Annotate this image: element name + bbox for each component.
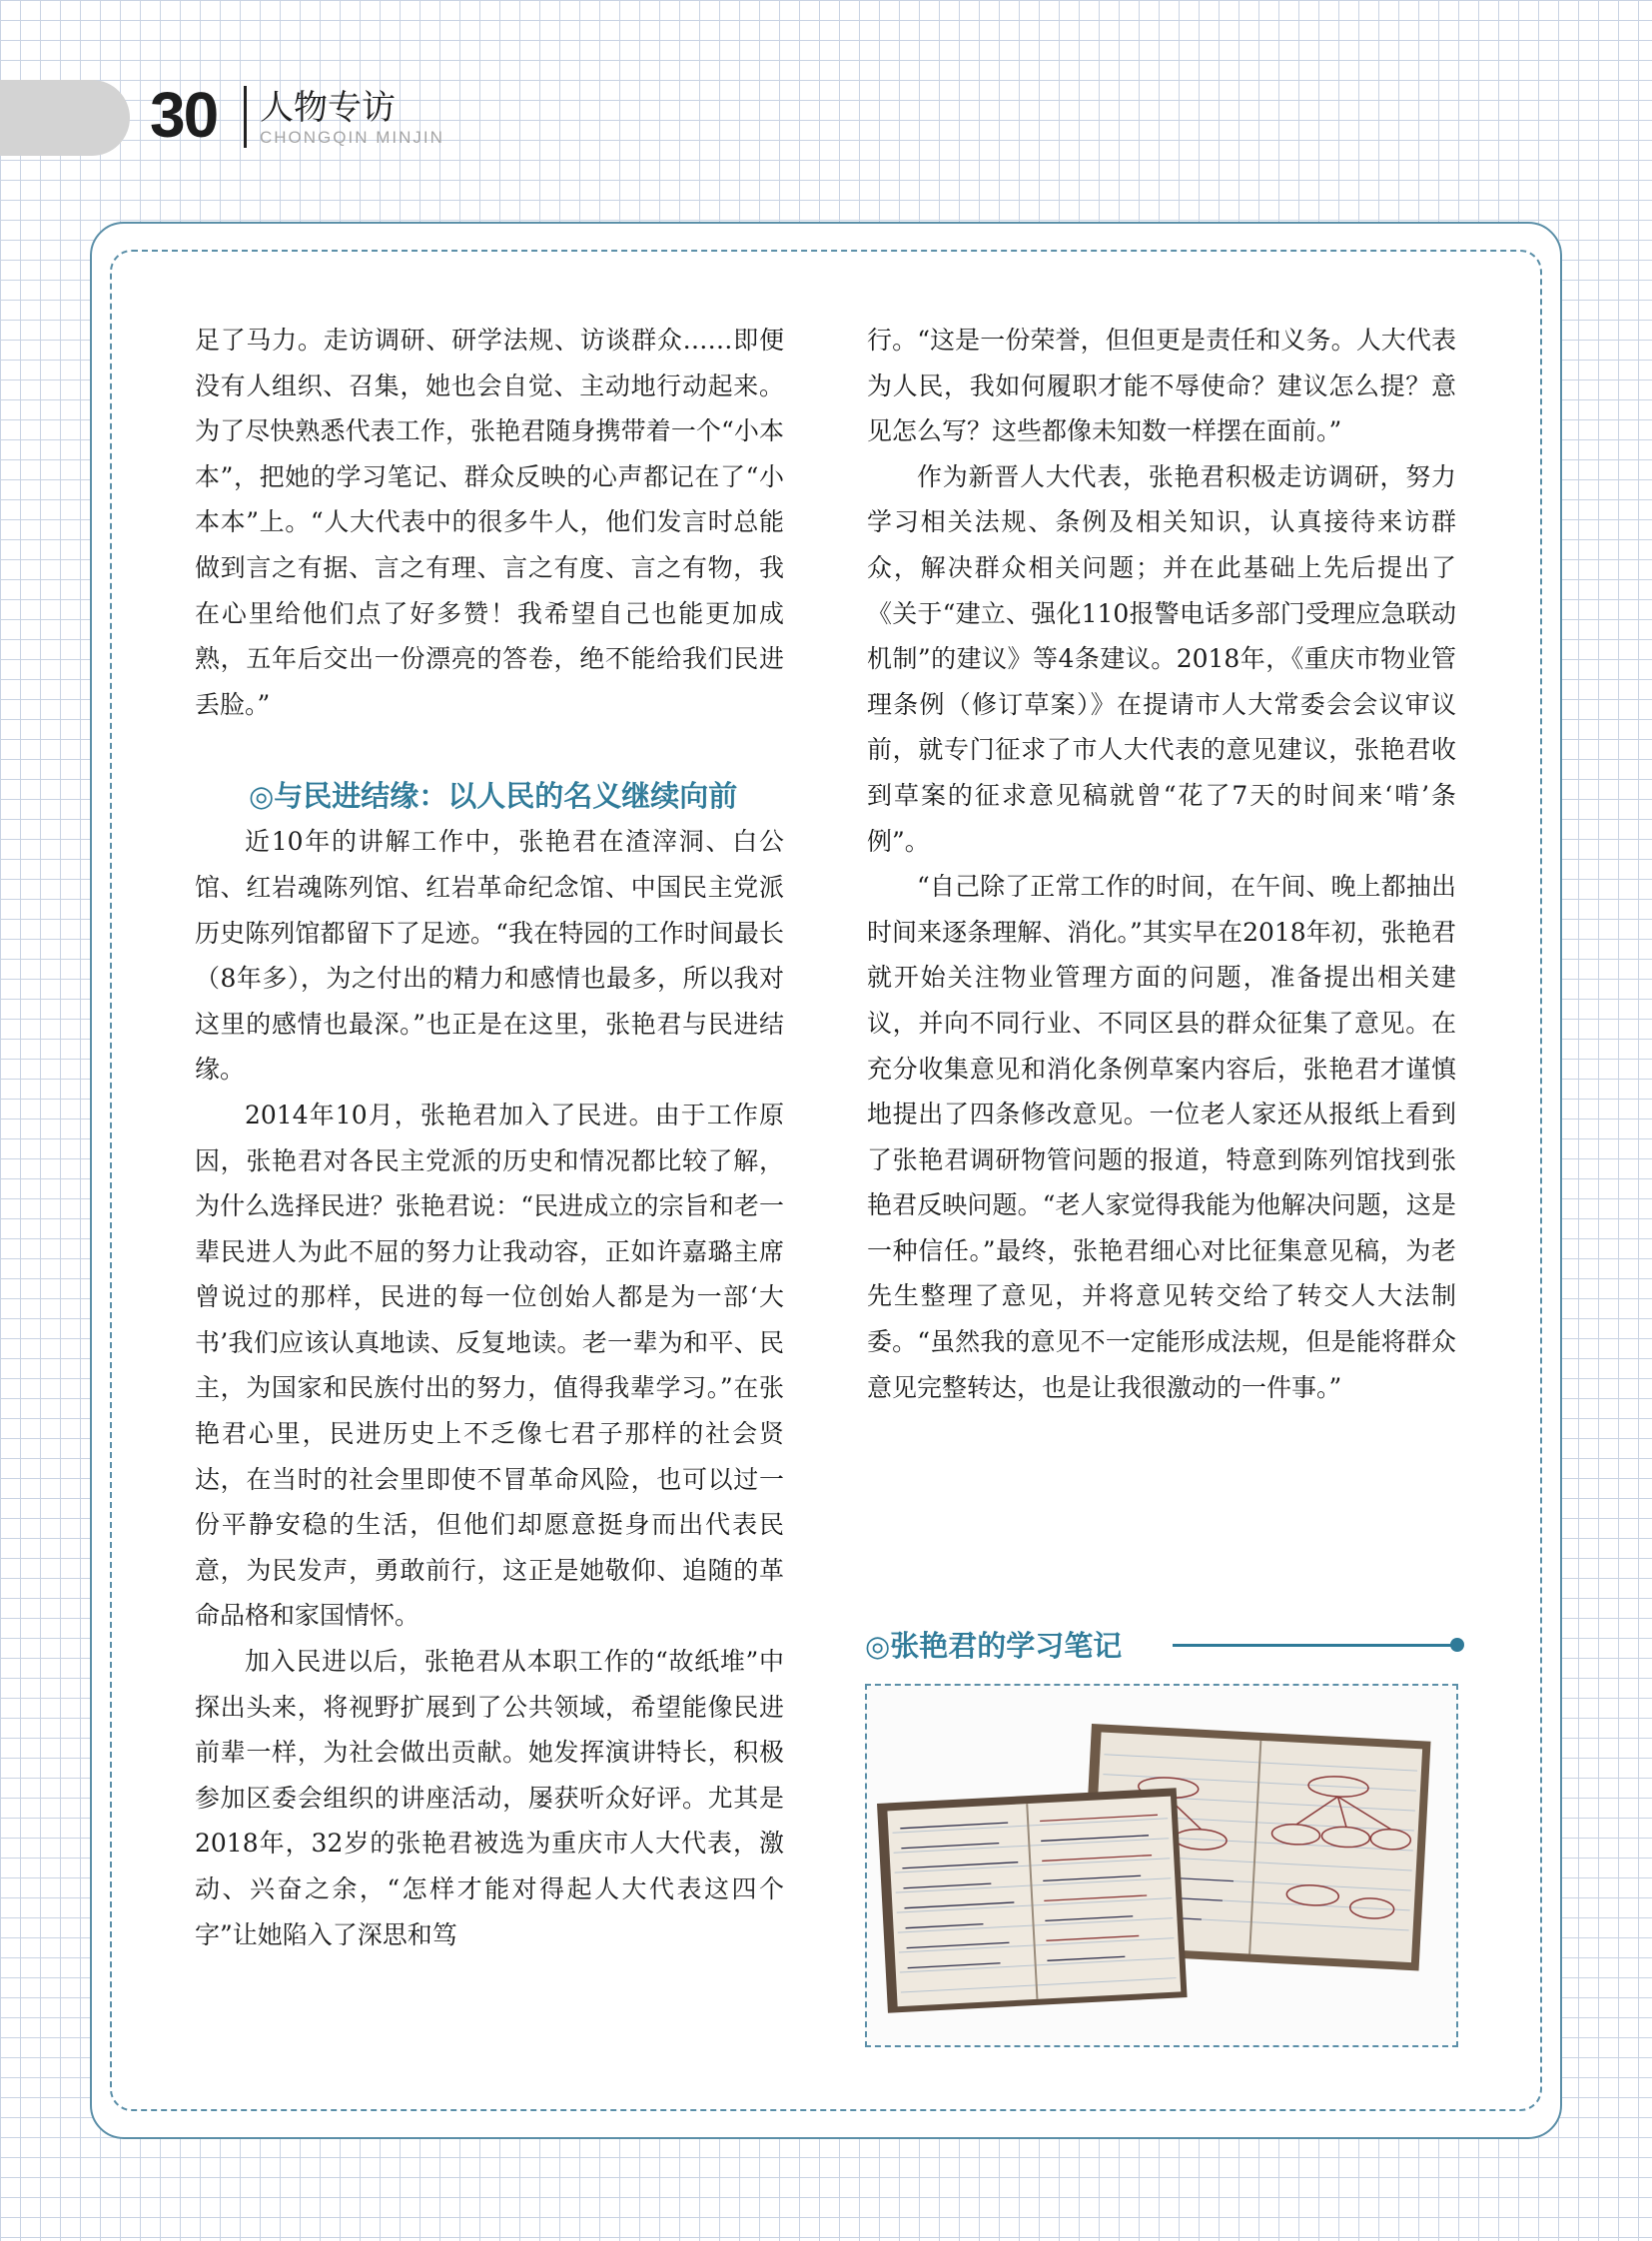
right-paragraph-3: “自己除了正常工作的时间，在午间、晚上都抽出时间来逐条理解、消化。”其实早在2018年初，张艳君就开始关注物业管理方面的问题，准备提出相关建议，并向不同行业、不同区县的群众征集了意见。在充分收集意见和消化条例草案内容后，张艳君才谨慎地提出了四条修改意见。一位老人家还从报纸上看到了张艳君调研物管问题的报道，特意到陈列馆找到张艳君反映问题。“老人家觉得我能为他解决问题，这是一种信任。”最终，张艳君细心对比征集意见稿，为老先生整理了意见，并将意见转交给了转交人大法制委。“虽然我的意见不一定能形成法规，但是能将群众意见完整转达，也是让我很激动的一件事。” — [867, 872, 1456, 1402]
header-tab — [0, 80, 130, 156]
page-number: 30 — [150, 79, 218, 151]
left-column — [195, 318, 784, 1957]
left-paragraph-4: 加入民进以后，张艳君从本职工作的“故纸堆”中探出头来，将视野扩展到了公共领域，希望能像民进前辈一样，为社会做出贡献。她发挥演讲特长，积极参加区委会组织的讲座活动，屡获听众好评。尤其是2018年，32岁的张艳君被选为重庆市人大代表，激动、兴奋之余，“怎样才能对得起人大代表这四个字”让她陷入了深思和笃 — [195, 1647, 784, 1949]
right-paragraph-1: 行。“这是一份荣誉，但但更是责任和义务。人大代表为人民，我如何履职才能不辱使命？建议怎么提？意见怎么写？这些都像未知数一样摆在面前。” — [867, 326, 1456, 446]
study-notes-photo — [865, 1684, 1458, 2047]
magazine-name: CHONGQIN MINJIN — [260, 128, 444, 147]
left-paragraph-2: 近10年的讲解工作中，张艳君在渣滓洞、白公馆、红岩魂陈列馆、红岩革命纪念馆、中国民主党派历史陈列馆都留下了足迹。“我在特园的工作时间最长（8年多），为之付出的精力和感情也最多，所以我对这里的感情也最深。”也正是在这里，张艳君与民进结缘。 — [195, 827, 784, 1085]
right-column — [867, 318, 1456, 1410]
section-title: 人物专访 — [260, 88, 396, 128]
left-paragraph-3: 2014年10月，张艳君加入了民进。由于工作原因，张艳君对各民主党派的历史和情况都比较了解，为什么选择民进？张艳君说：“民进成立的宗旨和老一辈民进人为此不屈的努力让我动容，正如许嘉璐主席曾说过的那样，民进的每一位创始人都是为一部‘大书’我们应该认真地读、反复地读。老一辈为和平、民主，为国家和民族付出的努力，值得我辈学习。”在张艳君心里，民进历史上不乏像七君子那样的社会贤达，在当时的社会里即使不冒革命风险，也可以过一份平静安稳的生活，但他们却愿意挺身而出代表民意，为民发声，勇敢前行，这正是她敬仰、追随的革命品格和家国情怀。 — [195, 1100, 784, 1631]
right-paragraph-2: 作为新晋人大代表，张艳君积极走访调研，努力学习相关法规、条例及相关知识，认真接待来访群众，解决群众相关问题；并在此基础上先后提出了《关于“建立、强化110报警电话多部门受理应急联动机制”的建议》等4条建议。2018年，《重庆市物业管理条例（修订草案）》在提请市人大常委会会议审议前，就专门征求了市人大代表的意见建议，张艳君收到草案的征求意见稿就曾“花了7天的时间来‘啃’条例”。 — [867, 461, 1456, 856]
section-subheading: ◎与民进结缘：以人民的名义继续向前 — [249, 779, 738, 814]
header-divider — [244, 86, 247, 148]
notes-heading-rule — [1173, 1644, 1454, 1647]
left-paragraph-1: 足了马力。走访调研、研学法规、访谈群众……即便没有人组织、召集，她也会自觉、主动地行动起来。为了尽快熟悉代表工作，张艳君随身携带着一个“小本本”，把她的学习笔记、群众反映的心声都记在了“小本本”上。“人大代表中的很多牛人，他们发言时总能做到言之有据、言之有理、言之有度、言之有物，我在心里给他们点了好多赞！我希望自己也能更加成熟，五年后交出一份漂亮的答卷，绝不能给我们民进丢脸。” — [195, 326, 784, 719]
notes-heading-dot — [1450, 1638, 1464, 1652]
notebook-photo-illustration — [867, 1686, 1456, 2045]
notes-heading: ◎张艳君的学习笔记 — [865, 1629, 1123, 1663]
